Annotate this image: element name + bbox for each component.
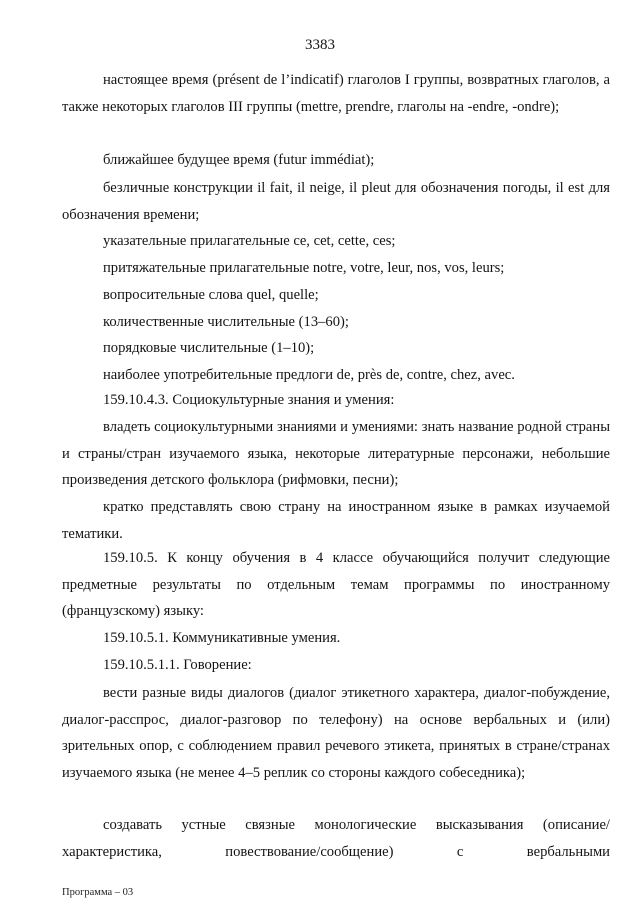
section-heading-communicative-skills: 159.10.5.1. Коммуникативные умения.	[103, 630, 341, 646]
paragraph-possessive-adjectives: притяжательные прилагательные notre, votre, leur, nos, vos, leurs;	[103, 260, 505, 276]
paragraph-question-words: вопросительные слова quel, quelle;	[103, 287, 319, 303]
paragraph-grade4-results: 159.10.5. К концу обучения в 4 классе обучающийся получит следующие предметные результаты по отдельным темам программы по иностранному (французскому) языку:	[62, 550, 610, 619]
paragraph-dialogues: вести разные виды диалогов (диалог этикетного характера, диалог-побуждение, диалог-расспрос, диалог-разговор по телефону) на основе вербальных и (или) зрительных опор, с соблюдением правил речевого этикета, принятых в стране/странах изучаемого языка (не менее 4–5 реплик со стороны каждого собеседника);	[62, 685, 610, 781]
section-heading-speaking: 159.10.5.1.1. Говорение:	[103, 657, 252, 673]
paragraph-demonstrative-adjectives: указательные прилагательные ce, cet, cette, ces;	[103, 233, 396, 249]
paragraph-present-country: кратко представлять свою страну на иностранном языке в рамках изучаемой тематики.	[62, 499, 610, 542]
paragraph-monologues: создавать устные связные монологические высказывания (описание/характеристика, повествование/сообщение) с вербальными	[62, 817, 610, 860]
paragraph-ordinal-numbers: порядковые числительные (1–10);	[103, 340, 315, 356]
section-heading-sociocultural: 159.10.4.3. Социокультурные знания и умения:	[103, 392, 395, 408]
paragraph-cardinal-numbers: количественные числительные (13–60);	[103, 314, 349, 330]
paragraph-present-tense: настоящее время (présent de l’indicatif) глаголов I группы, возвратных глаголов, а также некоторых глаголов III группы (mettre, prendre, глаголы на -endre, -ondre);	[62, 72, 610, 115]
paragraph-prepositions: наиболее употребительные предлоги de, près de, contre, chez, avec.	[103, 367, 515, 383]
page-number: 3383	[305, 37, 335, 53]
paragraph-futur-immediat: ближайшее будущее время (futur immédiat);	[103, 152, 375, 168]
paragraph-impersonal-constructions: безличные конструкции il fait, il neige, il pleut для обозначения погоды, il est для обозначения времени;	[62, 180, 610, 223]
footer-label: Программа – 03	[62, 887, 134, 898]
paragraph-sociocultural-knowledge: владеть социокультурными знаниями и умениями: знать название родной страны и страны/стран изучаемого языка, некоторые литературные персонажи, небольшие произведения детского фольклора (рифмовки, песни);	[62, 419, 610, 488]
